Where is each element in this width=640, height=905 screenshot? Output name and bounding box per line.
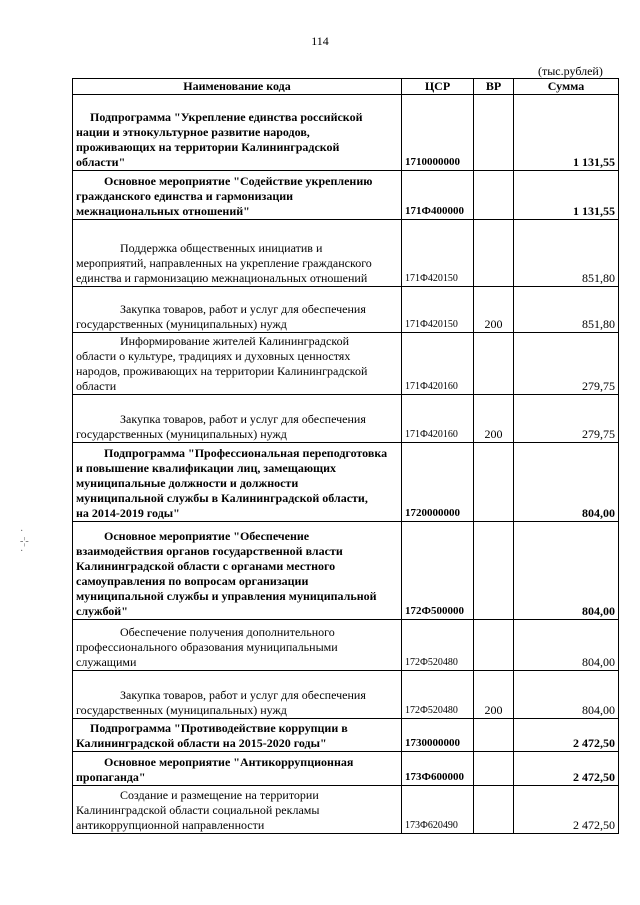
row-name-line: Основное мероприятие "Содействие укреплению: [104, 174, 373, 188]
table-row: [73, 522, 619, 620]
table-row: [73, 395, 619, 443]
row-name-line: нации и этнокультурное развитие народов,: [76, 125, 310, 139]
row-vr: [474, 333, 514, 395]
row-name-line: на 2014-2019 годы": [76, 506, 180, 520]
row-name-line: взаимодействия органов государственной власти: [76, 544, 343, 558]
row-csr: 1730000000: [402, 719, 474, 752]
row-vr: [474, 620, 514, 671]
row-name-line: Основное мероприятие "Обеспечение: [104, 529, 310, 543]
row-csr: 173Ф600000: [402, 752, 474, 786]
row-name: [73, 333, 402, 395]
row-name: [73, 220, 402, 287]
row-name-line: Создание и размещение на территории: [120, 788, 319, 802]
row-name-line: Закупка товаров, работ и услуг для обеспечения: [120, 302, 366, 316]
row-name-line: и повышение квалификации лиц, замещающих: [76, 461, 337, 475]
row-name-line: Калининградской области социальной рекламы: [76, 803, 320, 817]
header-csr: ЦСР: [402, 79, 474, 95]
row-vr: [474, 220, 514, 287]
row-sum: 2 472,50: [514, 719, 619, 752]
row-csr: 172Ф500000: [402, 522, 474, 620]
row-name: [73, 620, 402, 671]
row-name-line: службой": [76, 604, 128, 618]
page-number: 114: [311, 34, 329, 48]
row-sum: 279,75: [514, 333, 619, 395]
row-name-line: муниципальной службы в Калининградской области,: [76, 491, 368, 505]
row-csr: 171Ф420150: [402, 287, 474, 333]
row-vr: [474, 719, 514, 752]
table-row: [73, 95, 619, 171]
row-name-line: Закупка товаров, работ и услуг для обеспечения: [120, 412, 366, 426]
row-name-line: Подпрограмма "Укрепление единства российской: [90, 110, 363, 124]
row-name: [73, 671, 402, 719]
row-vr: [474, 443, 514, 522]
row-csr: 1710000000: [402, 95, 474, 171]
table-row: [73, 443, 619, 522]
row-sum: 804,00: [514, 620, 619, 671]
row-name: [73, 395, 402, 443]
table-row: [73, 719, 619, 752]
row-name-line: профессионального образования муниципальными: [76, 640, 338, 654]
row-vr: 200: [474, 287, 514, 333]
row-name: [73, 719, 402, 752]
row-name-line: пропаганда": [76, 770, 146, 784]
row-name-line: области: [76, 379, 117, 393]
row-sum: 804,00: [514, 443, 619, 522]
table-row: [73, 333, 619, 395]
row-vr: [474, 171, 514, 220]
row-name: [73, 752, 402, 786]
row-name-line: единства и гармонизацию межнациональных отношений: [76, 271, 368, 285]
row-name-line: мероприятий, направленных на укрепление гражданского: [76, 256, 372, 270]
row-vr: [474, 752, 514, 786]
row-sum: 1 131,55: [514, 171, 619, 220]
units-label: (тыс.рублей): [538, 64, 603, 78]
row-name: [73, 171, 402, 220]
row-name-line: Информирование жителей Калининградской: [120, 334, 349, 348]
row-name-line: Подпрограмма "Противодействие коррупции в: [90, 721, 348, 735]
row-name-line: народов, проживающих на территории Калининградской: [76, 364, 368, 378]
table-row: [73, 620, 619, 671]
row-vr: [474, 522, 514, 620]
row-name-line: государственных (муниципальных) нужд: [76, 703, 287, 717]
row-csr: 1720000000: [402, 443, 474, 522]
row-sum: 851,80: [514, 287, 619, 333]
header-sum: Сумма: [514, 79, 619, 95]
row-vr: [474, 786, 514, 834]
row-name-line: Основное мероприятие "Антикоррупционная: [104, 755, 354, 769]
table-row: [73, 671, 619, 719]
row-csr: 171Ф420160: [402, 395, 474, 443]
row-sum: 2 472,50: [514, 752, 619, 786]
budget-table: [72, 78, 619, 834]
table-header-row: [73, 79, 619, 95]
row-name-line: Калининградской области с органами местного: [76, 559, 336, 573]
row-name: [73, 443, 402, 522]
row-name-line: муниципальной службы и управления муниципальной: [76, 589, 377, 603]
row-name-line: Калининградской области на 2015-2020 годы": [76, 736, 327, 750]
row-name-line: самоуправления по вопросам организации: [76, 574, 309, 588]
row-name-line: Закупка товаров, работ и услуг для обеспечения: [120, 688, 366, 702]
row-name-line: Обеспечение получения дополнительного: [120, 625, 335, 639]
row-csr: 173Ф620490: [402, 786, 474, 834]
row-sum: 804,00: [514, 671, 619, 719]
row-name-line: области о культуре, традициях и духовных ценностях: [76, 349, 351, 363]
row-sum: 851,80: [514, 220, 619, 287]
row-name: [73, 95, 402, 171]
row-sum: 279,75: [514, 395, 619, 443]
row-csr: 171Ф420150: [402, 220, 474, 287]
header-vr: ВР: [474, 79, 514, 95]
row-name-line: муниципальные должности и должности: [76, 476, 299, 490]
row-name: [73, 287, 402, 333]
row-csr: 172Ф520480: [402, 671, 474, 719]
row-name-line: служащими: [76, 655, 137, 669]
row-csr: 172Ф520480: [402, 620, 474, 671]
row-name-line: области": [76, 155, 126, 169]
row-csr: 171Ф420160: [402, 333, 474, 395]
row-name-line: государственных (муниципальных) нужд: [76, 427, 287, 441]
margin-mark: · -¦- ·: [20, 526, 29, 557]
row-vr: 200: [474, 395, 514, 443]
row-sum: 2 472,50: [514, 786, 619, 834]
row-name-line: Подпрограмма "Профессиональная переподготовка: [104, 446, 388, 460]
table-row: [73, 171, 619, 220]
row-name-line: Поддержка общественных инициатив и: [120, 241, 323, 255]
row-name: [73, 522, 402, 620]
table-row: [73, 786, 619, 834]
row-name-line: межнациональных отношений": [76, 204, 250, 218]
row-name-line: антикоррупционной направленности: [76, 818, 265, 832]
table-row: [73, 752, 619, 786]
row-name-line: государственных (муниципальных) нужд: [76, 317, 287, 331]
row-vr: [474, 95, 514, 171]
table-row: [73, 287, 619, 333]
row-name-line: проживающих на территории Калининградской: [76, 140, 340, 154]
row-sum: 1 131,55: [514, 95, 619, 171]
row-sum: 804,00: [514, 522, 619, 620]
header-name: Наименование кода: [73, 79, 402, 95]
row-name: [73, 786, 402, 834]
row-name-line: гражданского единства и гармонизации: [76, 189, 294, 203]
row-csr: 171Ф400000: [402, 171, 474, 220]
table-row: [73, 220, 619, 287]
row-vr: 200: [474, 671, 514, 719]
